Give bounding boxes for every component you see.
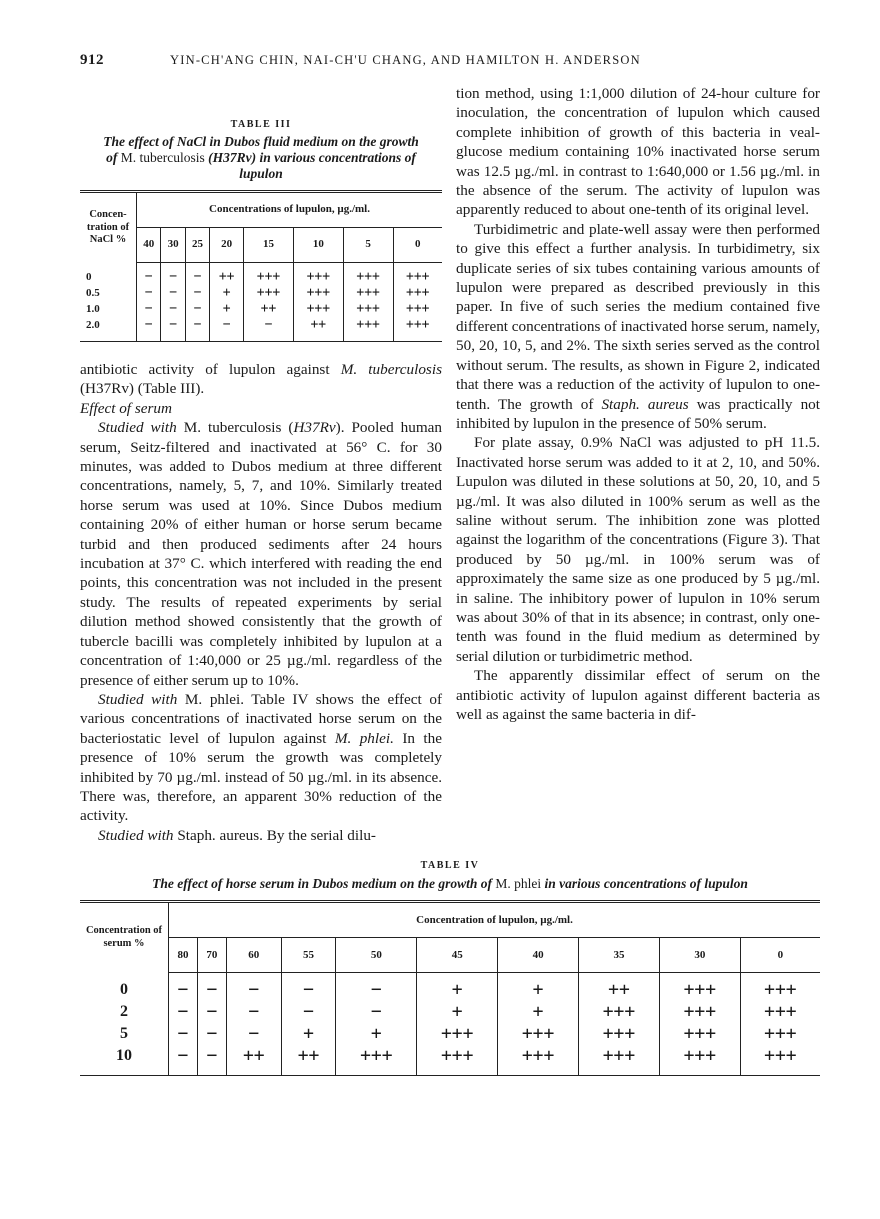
growth-mark: ++ (218, 269, 235, 284)
text-columns (80, 84, 820, 845)
result-cell (393, 263, 442, 342)
column-header: 55 (281, 938, 336, 973)
growth-mark: − (144, 317, 153, 332)
growth-mark: − (248, 1001, 260, 1023)
growth-mark: +++ (406, 269, 430, 284)
column-header: 50 (336, 938, 417, 973)
growth-mark: +++ (356, 317, 380, 332)
growth-mark: − (370, 1001, 382, 1023)
result-cell (659, 973, 740, 1076)
growth-mark: − (206, 1023, 218, 1045)
column-header: 80 (169, 938, 198, 973)
growth-mark: +++ (764, 1001, 797, 1023)
text-run: M. phlei. Table IV shows the effect of various concentrations of inactivated horse serum on the bacteriostatic level of lupulon against (80, 690, 443, 747)
table-3 (80, 118, 442, 342)
growth-mark: +++ (683, 1001, 717, 1023)
column-header: 5 (343, 228, 393, 263)
right-column (456, 84, 820, 724)
growth-mark: +++ (356, 285, 380, 300)
title-part: The effect of horse serum in Dubos medium on the growth of (152, 876, 496, 892)
column-header: 0 (740, 938, 820, 973)
text-run: For plate assay, 0.9% NaCl was adjusted to pH 11.5. Inactivated horse serum was added to it at 2, 10, and 50%. Lupulon was diluted in these solutions at 50, 20, 10, and 5 µg./ml. It was also diluted in 100% serum as well as the saline without serum. The inhibition zone was plotted against the logarithm of the concentrations (Figure 3). That produced by 50 µg./ml. in 100% serum was of approximately the same size as one produced by 5 µg./ml. in saline. The inhibitory power of lupulon in 10% serum was about 30% of that in its absence; in contrast, only one-tenth was found in the fluid medium as determined by serial dilution or turbidimetric method. (456, 434, 820, 665)
title-part: The effect of NaCl in Dubos fluid medium on the growth of (103, 134, 419, 165)
growth-mark: + (451, 1001, 463, 1023)
result-cell (169, 973, 198, 1076)
growth-mark: +++ (406, 301, 430, 316)
row-label: 5 (120, 1024, 128, 1042)
column-header: 30 (659, 938, 740, 973)
table-4-grid (80, 900, 820, 1076)
growth-mark: +++ (521, 1023, 555, 1045)
growth-mark: +++ (440, 1045, 474, 1067)
growth-mark: − (193, 317, 202, 332)
growth-mark: − (193, 285, 202, 300)
growth-mark: − (206, 1045, 218, 1067)
column-header: 0 (393, 228, 442, 263)
growth-mark: − (177, 1001, 189, 1023)
growth-mark: +++ (406, 317, 430, 332)
text-run: In the presence of 10% serum the growth was completely inhibited by 70 µg./ml. instead of 50 µg./ml. in its absence. There was, therefore, an apparent 30% reduction of the activity. (80, 729, 442, 825)
result-cell (161, 263, 185, 342)
growth-mark: ++ (310, 317, 327, 332)
row-label: 10 (116, 1046, 132, 1064)
result-cell (498, 973, 579, 1076)
column-header: 20 (210, 228, 244, 263)
growth-mark: − (144, 285, 153, 300)
title-part: in various concentrations of lupulon (541, 876, 748, 892)
text-run: Staph. aureus. By the serial dilu- (173, 826, 376, 844)
growth-mark: +++ (683, 979, 717, 1001)
text-run: ). Pooled human serum, Seitz-filtered and inactivated at 56° C. for 30 minutes, was added to Dubos medium at three different concentrations, namely, 5, 7, and 10%. Similarly treated horse serum was used at 10%. Since Dubos medium containing 20% of either human or horse serum became turbid and then produced sediments after 24 hours incubation at 37° C. which interfered with reading the end points, this concentration was not included in the present study. The results of repeated experiments by serial dilution method showed consistently that the growth of tubercle bacilli was completely inhibited by lupulon at a concentration of 1:40,000 or 25 µg./ml. regardless of the presence of either serum up to 10%. (80, 419, 442, 689)
growth-mark: − (177, 1045, 189, 1067)
table-3-title (100, 134, 422, 182)
text-run: (H37Rv) (Table III). (80, 380, 205, 398)
growth-mark: +++ (764, 1023, 797, 1045)
growth-mark: ++ (260, 301, 277, 316)
growth-mark: − (177, 1023, 189, 1045)
right-text (456, 84, 820, 724)
growth-mark: +++ (764, 979, 797, 1001)
paragraph (456, 433, 820, 666)
text-run: Studied with (98, 690, 178, 708)
text-run: M. tuberculosis (340, 361, 442, 378)
growth-mark: +++ (306, 285, 331, 300)
growth-mark: +++ (406, 285, 430, 300)
growth-mark: − (303, 1001, 314, 1023)
title-part: (H37Rv) in various concentrations of lupulon (204, 150, 416, 181)
paragraph (80, 418, 442, 690)
text-run: was practically not inhibited by lupulon in the presence of 50% serum. (456, 395, 820, 432)
column-header: 30 (161, 228, 185, 263)
growth-mark: − (264, 317, 273, 332)
column-header: 15 (244, 228, 294, 263)
growth-mark: + (303, 1023, 314, 1045)
growth-mark: + (451, 979, 463, 1001)
result-cell (281, 973, 336, 1076)
text-run: Effect of serum (80, 399, 172, 417)
header-row (80, 192, 442, 228)
text-run: Studied with (98, 826, 174, 844)
growth-mark: +++ (256, 285, 281, 300)
column-header: 40 (498, 938, 579, 973)
growth-mark: − (248, 979, 260, 1001)
row-labels-cell (80, 263, 137, 342)
growth-mark: +++ (306, 301, 331, 316)
growth-mark: + (222, 301, 231, 316)
column-header: 70 (197, 938, 226, 973)
result-cell (210, 263, 244, 342)
column-header: 40 (137, 228, 161, 263)
row-header: Concentration of serum % (80, 902, 169, 973)
result-cell (197, 973, 226, 1076)
column-header: 25 (185, 228, 209, 263)
authors: YIN-CH'ANG CHIN, NAI-CH'U CHANG, AND HAMILTON H. ANDERSON (170, 53, 641, 67)
row-label: 0 (120, 980, 128, 998)
paragraph (80, 399, 442, 418)
growth-mark: +++ (683, 1045, 717, 1067)
row-label: 0.5 (86, 286, 100, 299)
result-cell (244, 263, 294, 342)
header-row (80, 902, 820, 938)
growth-mark: + (532, 1001, 544, 1023)
growth-mark: + (532, 979, 544, 1001)
growth-mark: ++ (297, 1045, 320, 1067)
paragraph (80, 690, 442, 826)
result-cell (343, 263, 393, 342)
result-cell (185, 263, 209, 342)
text-run: M. phlei. (334, 729, 394, 747)
growth-mark: + (370, 1023, 382, 1045)
text-run: Studied with (98, 419, 177, 437)
growth-mark: +++ (764, 1045, 797, 1067)
growth-mark: − (193, 301, 202, 316)
row-label: 2.0 (86, 318, 100, 331)
growth-mark: +++ (256, 269, 281, 284)
paragraph (456, 666, 820, 724)
growth-mark: − (169, 301, 178, 316)
growth-mark: − (144, 301, 153, 316)
table-4-title (80, 876, 820, 892)
result-cell (336, 973, 417, 1076)
paragraph (80, 826, 442, 845)
growth-mark: − (370, 979, 382, 1001)
column-header: 10 (293, 228, 343, 263)
left-text (80, 360, 442, 845)
text-run: The apparently dissimilar effect of serum on the antibiotic activity of lupulon against different bacteria as well as against the same bacteria in dif- (456, 667, 820, 723)
growth-mark: +++ (356, 301, 380, 316)
left-column (80, 84, 442, 845)
growth-mark: − (193, 269, 202, 284)
result-cell (740, 973, 820, 1076)
growth-mark: − (206, 979, 218, 1001)
paragraph (456, 220, 820, 433)
growth-mark: ++ (608, 979, 630, 1001)
growth-mark: − (222, 317, 231, 332)
row-label: 0 (86, 270, 92, 283)
table-3-grid (80, 190, 442, 342)
text-run: Staph. aureus (601, 395, 689, 413)
title-part: M. tuberculosis (120, 150, 205, 165)
title-part: M. phlei (495, 876, 542, 892)
growth-mark: +++ (602, 1045, 636, 1067)
growth-mark: − (169, 317, 178, 332)
growth-mark: +++ (683, 1023, 717, 1045)
row-label: 1.0 (86, 302, 100, 315)
text-run: M. tuberculosis ( (176, 419, 294, 437)
text-run: H37Rv (293, 419, 336, 437)
text-run: tion method, using 1:1,000 dilution of 24-hour culture for inoculation, the concentration of lupulon which caused complete inhibition of growth of this bacteria in veal-glucose medium containing 10% inactivated horse serum was 12.5 µg./ml. in contrast to 1:640,000 or 1.56 µg./ml. in the absence of the serum. The activity of lupulon was apparently reduced to about one-tenth of its original level. (456, 85, 820, 219)
result-cell (226, 973, 281, 1076)
table-4-label: TABLE IV (420, 860, 480, 872)
table-row (80, 973, 820, 1076)
growth-mark: − (248, 1023, 260, 1045)
growth-mark: − (144, 269, 153, 284)
growth-mark: +++ (306, 269, 331, 284)
column-group-header: Concentrations of lupulon, µg./ml. (137, 192, 443, 228)
growth-mark: − (303, 979, 314, 1001)
growth-mark: − (206, 1001, 218, 1023)
growth-mark: +++ (360, 1045, 393, 1067)
column-header: 60 (226, 938, 281, 973)
table-3-label: TABLE III (230, 119, 292, 130)
row-header: Concen-tration of NaCl % (80, 192, 137, 263)
growth-mark: − (169, 269, 178, 284)
paragraph (80, 360, 442, 399)
result-cell (137, 263, 161, 342)
growth-mark: +++ (602, 1023, 636, 1045)
growth-mark: +++ (440, 1023, 474, 1045)
result-cell (579, 973, 660, 1076)
growth-mark: + (222, 285, 231, 300)
row-labels-cell (80, 973, 169, 1076)
column-header: 35 (579, 938, 660, 973)
column-header: 45 (417, 938, 498, 973)
growth-mark: +++ (356, 269, 380, 284)
row-label: 2 (120, 1002, 128, 1020)
table-row (80, 263, 442, 342)
growth-mark: +++ (602, 1001, 636, 1023)
growth-mark: ++ (242, 1045, 265, 1067)
text-run: Turbidimetric and plate-well assay were then performed to give this effect a further analysis. In turbidimetry, six duplicate series of six tubes containing various amounts of lupulon were prepared as described previously in this paper. In five of such series the medium contained five different concentrations of inactivated horse serum, namely, 50, 20, 10, 5, and 2%. The sixth series served as the control without serum. The results, as shown in Figure 2, indicated that there was a reduction of the activity of lupulon to one-tenth. The growth of (456, 220, 820, 413)
growth-mark: − (177, 979, 189, 1001)
table-4 (80, 859, 820, 1076)
result-cell (417, 973, 498, 1076)
header-row (80, 938, 820, 973)
running-header (80, 52, 820, 76)
page-number: 912 (80, 52, 104, 68)
text-run: antibiotic activity of lupulon against (80, 361, 341, 378)
result-cell (293, 263, 343, 342)
column-group-header: Concentration of lupulon, µg./ml. (169, 902, 821, 938)
paragraph (456, 84, 820, 220)
growth-mark: − (169, 285, 178, 300)
growth-mark: +++ (521, 1045, 555, 1067)
